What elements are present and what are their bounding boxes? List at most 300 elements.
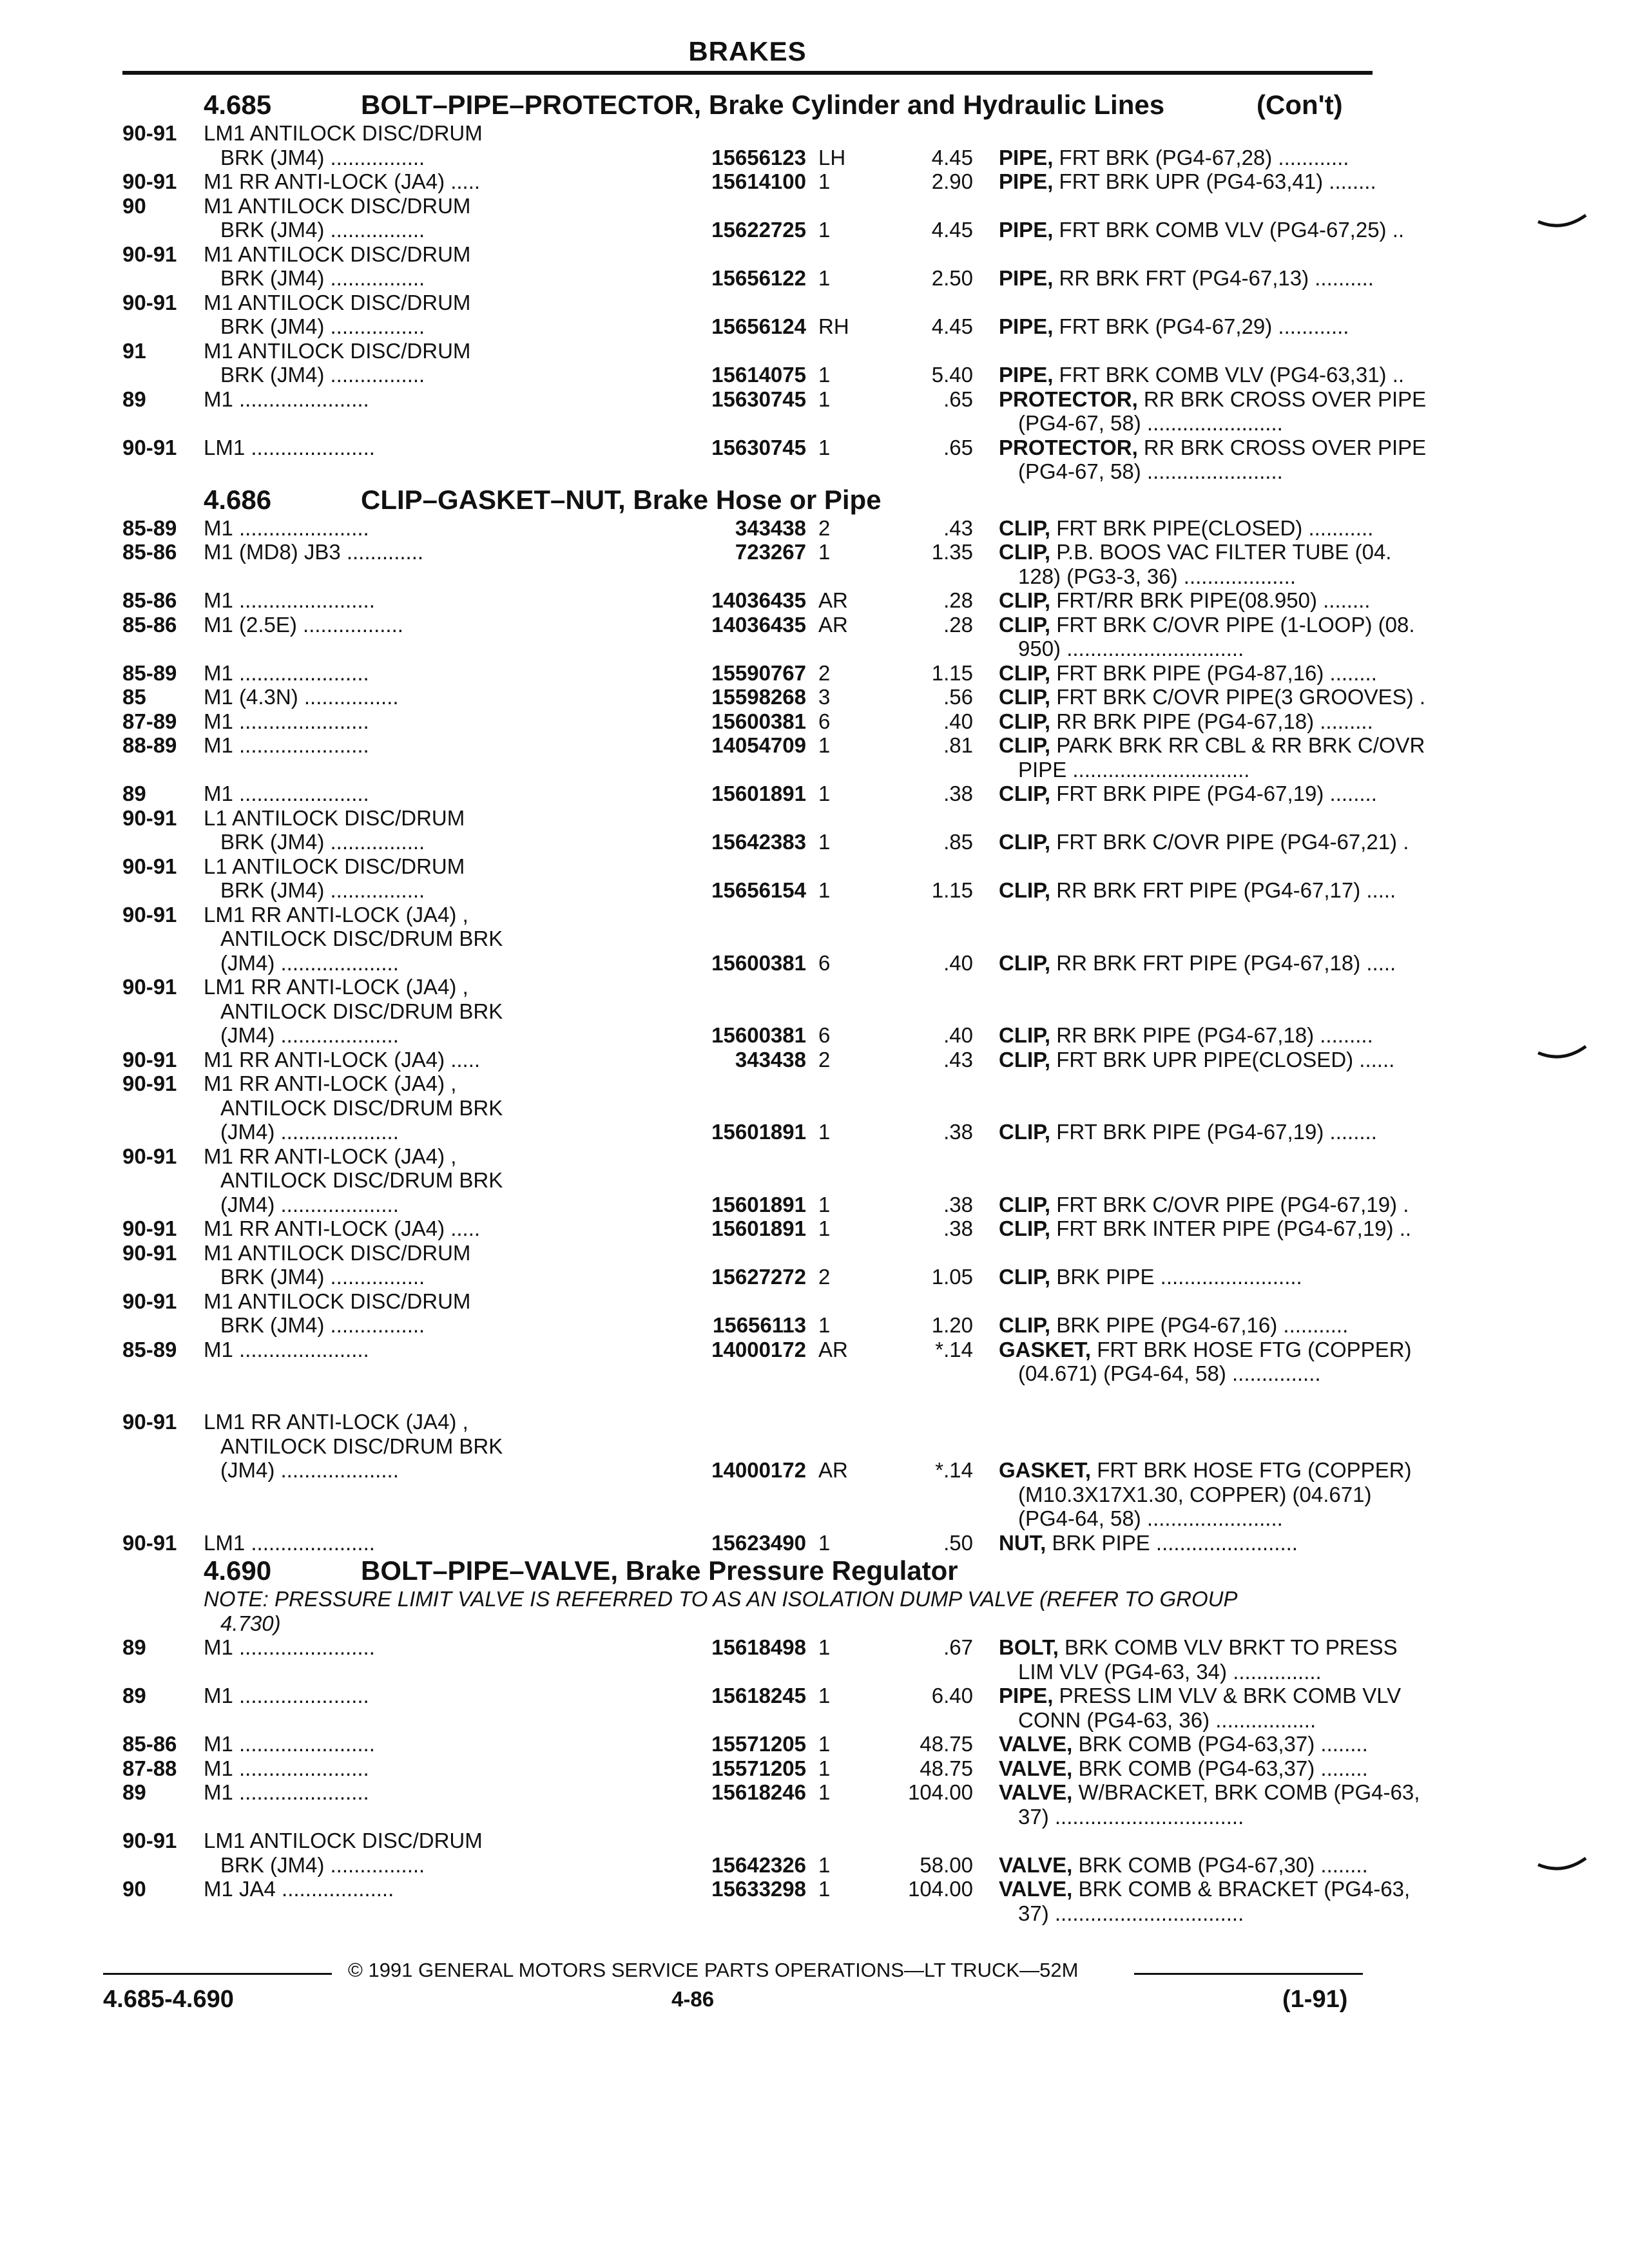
description-text: 37) ................................ (1018, 1901, 1244, 1925)
table-row (122, 588, 1379, 613)
application: LM1 ANTILOCK DISC/DRUM (204, 121, 483, 145)
description (999, 1313, 1476, 1338)
description (999, 709, 1476, 734)
part-number: 15600381 (711, 709, 806, 733)
quantity: AR (818, 1458, 848, 1482)
application: M1 ANTILOCK DISC/DRUM (204, 290, 471, 314)
description-noun: CLIP, (999, 685, 1051, 709)
table-row (122, 854, 1379, 879)
description (1018, 1901, 1476, 1926)
part-number: 15590767 (711, 660, 806, 685)
parts-listing (122, 89, 1427, 1925)
table-row (122, 1756, 1379, 1781)
quantity: 1 (818, 1216, 831, 1240)
table-row (122, 806, 1379, 831)
description (999, 1877, 1476, 1901)
description-noun: CLIP, (999, 1192, 1051, 1216)
part-number: 14036435 (711, 612, 806, 637)
application: LM1 RR ANTI-LOCK (JA4) , (204, 902, 468, 927)
description-text: P.B. BOOS VAC FILTER TUBE (04. (1050, 540, 1392, 564)
application: BRK (JM4) ................ (220, 363, 425, 387)
section-heading (122, 484, 1379, 516)
price: 58.00 (920, 1852, 973, 1877)
description-noun: GASKET, (999, 1337, 1092, 1361)
part-number: 15656124 (711, 314, 806, 338)
model-year: 85-86 (122, 612, 177, 637)
section-title: BOLT–PIPE–PROTECTOR, Brake Cylinder and Hydraulic Lines (361, 90, 1165, 120)
quantity: 1 (818, 1877, 831, 1901)
description-noun: PROTECTOR, (999, 435, 1138, 459)
part-number: 15623490 (711, 1530, 806, 1555)
application: BRK (JM4) ................ (220, 1852, 425, 1877)
model-year: 85-89 (122, 515, 177, 540)
price: .67 (943, 1635, 973, 1659)
price: 1.05 (931, 1265, 973, 1289)
quantity: 1 (818, 363, 831, 387)
application: ANTILOCK DISC/DRUM BRK (220, 1095, 503, 1120)
description (1018, 1483, 1476, 1507)
footer-rule-right (1134, 1973, 1363, 1975)
application: LM1 ..................... (204, 1530, 375, 1555)
table-row (122, 1684, 1402, 1708)
description-noun: CLIP, (999, 540, 1051, 564)
model-year: 90-91 (122, 1072, 177, 1095)
description (999, 169, 1476, 194)
description-noun: CLIP, (999, 515, 1051, 540)
model-year: 89 (122, 1780, 146, 1804)
application: ANTILOCK DISC/DRUM BRK (220, 999, 503, 1023)
part-number: 15627272 (711, 1265, 806, 1289)
table-row (122, 1168, 1379, 1193)
application: M1 ANTILOCK DISC/DRUM (204, 193, 471, 218)
part-number: 15618498 (711, 1635, 806, 1659)
description (999, 363, 1476, 387)
description (999, 314, 1476, 339)
model-year: 85-86 (122, 1732, 177, 1756)
price: .40 (943, 1023, 973, 1047)
table-row (122, 1144, 1379, 1169)
price: .28 (943, 588, 973, 612)
margin-tick-mark (1537, 213, 1588, 232)
quantity: RH (818, 314, 849, 338)
part-number: 15656123 (711, 145, 806, 169)
table-row (122, 1120, 1379, 1144)
description (999, 878, 1476, 903)
application: (JM4) .................... (220, 950, 399, 975)
quantity: 1 (818, 1192, 831, 1216)
quantity: AR (818, 588, 848, 612)
model-year: 87-89 (122, 709, 177, 733)
description-text: (04.671) (PG4-64, 58) ............... (1018, 1361, 1321, 1385)
application: M1 RR ANTI-LOCK (JA4) ..... (204, 169, 481, 193)
application: M1 ...................... (204, 733, 369, 757)
table-row (122, 1265, 1379, 1289)
table-row (122, 1901, 1379, 1926)
table-row (122, 830, 1409, 854)
part-number: 15618245 (711, 1684, 806, 1707)
application: M1 ....................... (204, 588, 375, 612)
table-row (122, 950, 1396, 975)
description (1018, 1660, 1476, 1684)
price: .38 (943, 1120, 973, 1144)
price: .38 (943, 1216, 973, 1240)
description-noun: PIPE, (999, 314, 1054, 338)
price: .40 (943, 709, 973, 733)
price: 4.45 (931, 314, 973, 338)
description-text: FRT/RR BRK PIPE(08.950) ........ (1050, 588, 1371, 612)
price: 48.75 (920, 1732, 973, 1756)
description-noun: PIPE, (999, 266, 1054, 290)
model-year: 90-91 (122, 435, 177, 459)
note-text: NOTE: PRESSURE LIMIT VALVE IS REFERRED TO AS AN ISOLATION DUMP VALVE (REFER TO GROUP (204, 1587, 1238, 1611)
application: ANTILOCK DISC/DRUM BRK (220, 1434, 503, 1458)
description-noun: PIPE, (999, 218, 1054, 242)
description-noun: CLIP, (999, 1023, 1051, 1047)
model-year: 85-86 (122, 540, 177, 564)
description-text: FRT BRK PIPE (PG4-67,19) ........ (1050, 1120, 1377, 1144)
application: L1 ANTILOCK DISC/DRUM (204, 854, 465, 878)
description-text: FRT BRK C/OVR PIPE(3 GROOVES) . (1050, 685, 1425, 709)
description-text: BRK COMB (PG4-67,30) ........ (1072, 1852, 1368, 1877)
quantity: 1 (818, 733, 831, 757)
part-number: 15601891 (711, 1216, 806, 1240)
description (999, 830, 1476, 854)
table-row (122, 709, 1379, 734)
table-row (122, 146, 1379, 170)
description-text: W/BRACKET, BRK COMB (PG4-63, (1072, 1780, 1420, 1804)
description (999, 1216, 1476, 1241)
table-row (122, 999, 1379, 1024)
description (999, 1732, 1476, 1756)
description-text: RR BRK PIPE (PG4-67,18) ......... (1050, 1023, 1373, 1047)
description-text: RR BRK PIPE (PG4-67,18) ......... (1050, 709, 1373, 733)
description (1018, 411, 1476, 436)
application: ANTILOCK DISC/DRUM BRK (220, 927, 503, 950)
part-number: 14000172 (711, 1458, 806, 1482)
price: .50 (943, 1530, 973, 1555)
price: *.14 (935, 1458, 973, 1482)
table-row (122, 1023, 1379, 1048)
quantity: AR (818, 612, 848, 637)
model-year: 85 (122, 685, 146, 709)
price: 4.45 (931, 218, 973, 242)
quantity: 1 (818, 266, 831, 290)
table-row (122, 1289, 1379, 1314)
application: BRK (JM4) ................ (220, 145, 425, 169)
description-text: BRK COMB (PG4-63,37) ........ (1072, 1732, 1368, 1756)
price: 2.50 (931, 266, 973, 290)
description (999, 1684, 1476, 1708)
part-number: 15601891 (711, 1192, 806, 1216)
quantity: 1 (818, 1635, 831, 1659)
price: 1.15 (931, 878, 973, 902)
application: LM1 RR ANTI-LOCK (JA4) , (204, 1410, 468, 1434)
application: M1 ...................... (204, 387, 369, 411)
quantity: 1 (818, 1732, 831, 1756)
application: LM1 ANTILOCK DISC/DRUM (204, 1829, 483, 1852)
description (999, 387, 1476, 412)
part-number: 15614075 (711, 363, 806, 387)
part-number: 15656154 (711, 878, 806, 902)
application: BRK (JM4) ................ (220, 1265, 425, 1289)
table-row (122, 564, 1379, 589)
quantity: 6 (818, 1023, 831, 1047)
application: M1 ....................... (204, 1635, 375, 1659)
description-text: FRT BRK COMB VLV (PG4-67,25) .. (1053, 218, 1405, 242)
application: BRK (JM4) ................ (220, 878, 425, 902)
description (999, 1023, 1476, 1048)
price: .43 (943, 1047, 973, 1072)
quantity: LH (818, 145, 846, 169)
quantity: 1 (818, 540, 831, 564)
application: ANTILOCK DISC/DRUM BRK (220, 1168, 503, 1192)
application: LM1 RR ANTI-LOCK (JA4) , (204, 975, 468, 999)
table-row (122, 314, 1379, 339)
table-row (122, 685, 1425, 709)
table-row (122, 1660, 1379, 1684)
description (999, 951, 1476, 975)
table-row (122, 1877, 1411, 1901)
model-year: 85-86 (122, 588, 177, 612)
application: BRK (JM4) ................ (220, 1313, 425, 1337)
model-year: 90-91 (122, 975, 177, 999)
description-text: BRK COMB VLV BRKT TO PRESS (1058, 1635, 1398, 1659)
application: M1 ...................... (204, 660, 369, 685)
model-year: 90-91 (122, 1410, 177, 1434)
price: .65 (943, 435, 973, 459)
description-text: FRT BRK C/OVR PIPE (PG4-67,21) . (1050, 830, 1409, 854)
description-text: (PG4-67, 58) ....................... (1018, 459, 1283, 483)
description (999, 1458, 1476, 1483)
note-text: 4.730) (220, 1611, 281, 1635)
quantity: 1 (818, 169, 831, 193)
description-text: LIM VLV (PG4-63, 34) ............... (1018, 1659, 1322, 1684)
section-heading (122, 89, 1379, 121)
part-number: 15571205 (711, 1732, 806, 1756)
quantity: 2 (818, 515, 831, 540)
description-text: 37) ................................ (1018, 1804, 1244, 1829)
margin-tick-mark (1537, 1044, 1588, 1063)
application: M1 RR ANTI-LOCK (JA4) ..... (204, 1216, 481, 1240)
table-row (122, 1458, 1412, 1483)
description (999, 733, 1476, 758)
table-row (122, 218, 1405, 242)
part-number: 15630745 (711, 435, 806, 459)
application: M1 RR ANTI-LOCK (JA4) ..... (204, 1047, 481, 1072)
table-row (122, 242, 1379, 267)
description-text: 950) .............................. (1018, 637, 1244, 660)
model-year: 90-91 (122, 290, 177, 314)
table-row (122, 339, 1379, 363)
part-number: 15600381 (711, 1023, 806, 1047)
header-rule (122, 71, 1373, 75)
table-row (122, 1337, 1412, 1362)
description-noun: PROTECTOR, (999, 387, 1138, 411)
description-text: BRK COMB (PG4-63,37) ........ (1072, 1756, 1368, 1780)
application: BRK (JM4) ................ (220, 218, 425, 242)
model-year: 89 (122, 1635, 146, 1659)
part-number: 15633298 (711, 1877, 806, 1901)
description-noun: CLIP, (999, 1047, 1051, 1072)
description (999, 1120, 1476, 1144)
description-noun: CLIP, (999, 1265, 1051, 1289)
application: M1 ANTILOCK DISC/DRUM (204, 1289, 471, 1313)
description (1018, 459, 1476, 484)
table-row (122, 637, 1379, 661)
description-text: BRK PIPE ........................ (1050, 1265, 1302, 1289)
table-row (122, 516, 1379, 541)
description-noun: CLIP, (999, 830, 1051, 854)
model-year: 90-91 (122, 1240, 177, 1265)
application: LM1 ..................... (204, 435, 375, 459)
quantity: 1 (818, 435, 831, 459)
price: .43 (943, 515, 973, 540)
description-text: CONN (PG4-63, 36) ................. (1018, 1707, 1316, 1732)
model-year: 91 (122, 338, 146, 363)
description-text: RR BRK FRT PIPE (PG4-67,18) ..... (1050, 950, 1396, 975)
table-row (122, 878, 1396, 903)
spacer (122, 1386, 1379, 1410)
description (999, 782, 1476, 806)
description-text: PARK BRK RR CBL & RR BRK C/OVR (1050, 733, 1425, 757)
model-year: 90-91 (122, 805, 177, 830)
footer-revision: (1-91) (1282, 1986, 1348, 2013)
application: M1 ...................... (204, 1756, 369, 1780)
price: .38 (943, 1192, 973, 1216)
quantity: 1 (818, 1756, 831, 1780)
model-year: 88-89 (122, 733, 177, 757)
price: .56 (943, 685, 973, 709)
description (999, 1780, 1476, 1805)
quantity: 1 (818, 1313, 831, 1337)
model-year: 89 (122, 1684, 146, 1707)
description-noun: PIPE, (999, 363, 1054, 387)
price: 5.40 (931, 363, 973, 387)
application: M1 ANTILOCK DISC/DRUM (204, 1240, 471, 1265)
description-text: FRT BRK INTER PIPE (PG4-67,19) .. (1050, 1216, 1412, 1240)
price: 2.90 (931, 169, 973, 193)
application: BRK (JM4) ................ (220, 830, 425, 854)
table-row (122, 1829, 1379, 1853)
application: (JM4) .................... (220, 1458, 399, 1482)
description (999, 436, 1476, 460)
table-row (122, 612, 1415, 637)
description-noun: CLIP, (999, 733, 1051, 757)
price: 104.00 (908, 1780, 973, 1804)
description (999, 1635, 1476, 1660)
description (999, 1265, 1476, 1289)
description-noun: VALVE, (999, 1732, 1073, 1756)
description (999, 266, 1476, 291)
description-noun: CLIP, (999, 612, 1051, 637)
section-continued: (Con't) (1257, 90, 1343, 120)
description-text: BRK PIPE ........................ (1046, 1530, 1298, 1555)
description (1018, 1506, 1476, 1531)
table-row (122, 1072, 1379, 1096)
description-noun: PIPE, (999, 1684, 1054, 1707)
table-row (122, 1241, 1379, 1265)
description-text: PRESS LIM VLV & BRK COMB VLV (1053, 1684, 1402, 1707)
table-row (122, 1192, 1409, 1217)
description-noun: CLIP, (999, 1216, 1051, 1240)
model-year: 90-91 (122, 121, 177, 145)
description-text: FRT BRK C/OVR PIPE (PG4-67,19) . (1050, 1192, 1409, 1216)
part-number: 14054709 (711, 733, 806, 757)
description-text: FRT BRK (PG4-67,29) ............ (1053, 314, 1349, 338)
model-year: 90-91 (122, 1530, 177, 1555)
model-year: 90-91 (122, 902, 177, 927)
price: 48.75 (920, 1756, 973, 1780)
quantity: AR (818, 1337, 848, 1361)
table-row (122, 266, 1379, 291)
price: 1.15 (931, 660, 973, 685)
table-row (122, 927, 1379, 951)
description-noun: BOLT, (999, 1635, 1059, 1659)
description-noun: CLIP, (999, 878, 1051, 902)
part-number: 15618246 (711, 1780, 806, 1804)
table-row (122, 411, 1379, 436)
model-year: 85-89 (122, 1337, 177, 1361)
description (1018, 1361, 1476, 1386)
price: 4.45 (931, 145, 973, 169)
table-row (122, 387, 1427, 412)
table-row (122, 782, 1379, 806)
price: 6.40 (931, 1684, 973, 1707)
table-row (122, 1047, 1395, 1072)
model-year: 89 (122, 387, 146, 411)
price: 104.00 (908, 1877, 973, 1901)
section-note (122, 1611, 1379, 1636)
table-row (122, 1732, 1379, 1756)
description-text: BRK PIPE (PG4-67,16) ........... (1050, 1313, 1349, 1337)
part-number: 15656122 (711, 266, 806, 290)
model-year: 89 (122, 782, 146, 805)
section-number: 4.690 (204, 1555, 272, 1586)
description (999, 685, 1476, 709)
description (999, 1853, 1476, 1878)
description-text: (M10.3X17X1.30, COPPER) (04.671) (1018, 1482, 1372, 1506)
application: M1 ...................... (204, 782, 369, 805)
description-noun: CLIP, (999, 1120, 1051, 1144)
application: M1 ...................... (204, 1337, 369, 1361)
description (999, 540, 1476, 564)
model-year: 87-88 (122, 1756, 177, 1780)
description (1018, 1805, 1476, 1829)
description-noun: CLIP, (999, 660, 1051, 685)
price: 1.20 (931, 1313, 973, 1337)
description-text: RR BRK FRT (PG4-67,13) .......... (1053, 266, 1374, 290)
description-text: RR BRK FRT PIPE (PG4-67,17) ..... (1050, 878, 1396, 902)
description-text: FRT BRK HOSE FTG (COPPER) (1091, 1458, 1412, 1482)
application: M1 ...................... (204, 1780, 369, 1804)
section-title: CLIP–GASKET–NUT, Brake Hose or Pipe (361, 484, 882, 515)
description (999, 146, 1476, 170)
quantity: 1 (818, 1530, 831, 1555)
application: (JM4) .................... (220, 1023, 399, 1047)
part-number: 15630745 (711, 387, 806, 411)
description-noun: NUT, (999, 1530, 1046, 1555)
application: M1 RR ANTI-LOCK (JA4) , (204, 1144, 457, 1168)
description-text: FRT BRK PIPE (PG4-67,19) ........ (1050, 782, 1377, 805)
description (1018, 758, 1476, 782)
description-noun: CLIP, (999, 709, 1051, 733)
margin-tick-mark (1537, 1856, 1588, 1875)
application: BRK (JM4) ................ (220, 266, 425, 290)
quantity: 2 (818, 660, 831, 685)
quantity: 1 (818, 1852, 831, 1877)
application: L1 ANTILOCK DISC/DRUM (204, 805, 465, 830)
description-noun: VALVE, (999, 1780, 1073, 1804)
